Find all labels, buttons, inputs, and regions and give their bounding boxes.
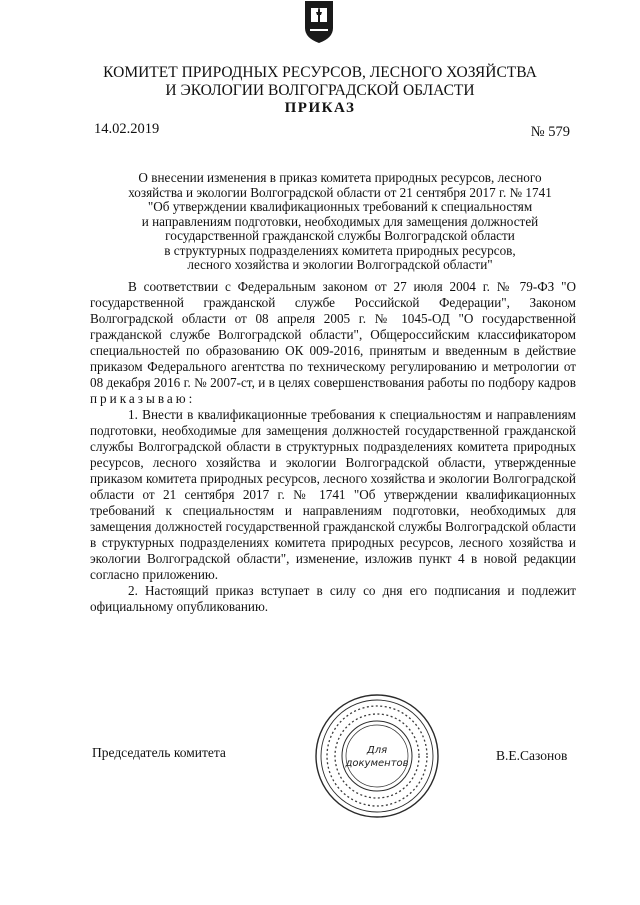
signer-name: В.Е.Сазонов bbox=[496, 748, 568, 763]
stamp-text-line2: документов bbox=[345, 758, 409, 769]
subject-line: О внесении изменения в приказ комитета природных ресурсов, лесного bbox=[138, 170, 542, 185]
signer-position: Председатель комитета bbox=[92, 745, 226, 760]
coat-of-arms-emblem bbox=[304, 0, 334, 44]
item-2-paragraph: 2. Настоящий приказ вступает в силу со дня его подписания и подлежит официальному опубликованию. bbox=[90, 583, 576, 614]
order-date: 14.02.2019 bbox=[94, 121, 160, 137]
document-title: ПРИКАЗ bbox=[284, 100, 356, 116]
preamble-text: В соответствии с Федеральным законом от 27 июля 2004 г. № 79-ФЗ "О государственной гражданской службе Российской Федерации", Законом Волгоградской области от 08 апреля 2005 г. № 1045-ОД "О государственной гражданской службе Волгоградской области", Общероссийским классификатором специальностей по образованию ОК 009-2016, принятым и введенным в действие приказом Федерального агентства по техническому регулированию и метрологии от 08 декабря 2016 г. № 2007-ст, и в целях совершенствования работы по подбору кадров bbox=[90, 279, 576, 390]
committee-name-line1: КОМИТЕТ ПРИРОДНЫХ РЕСУРСОВ, ЛЕСНОГО ХОЗЯЙСТВА bbox=[103, 64, 537, 81]
order-subject bbox=[100, 171, 580, 273]
official-seal-stamp bbox=[314, 693, 440, 819]
subject-line: государственной гражданской службы Волгоградской области bbox=[165, 228, 515, 243]
order-body bbox=[90, 279, 576, 615]
stamp-text-line1: Для bbox=[366, 745, 388, 756]
committee-name-line2: И ЭКОЛОГИИ ВОЛГОГРАДСКОЙ ОБЛАСТИ bbox=[165, 82, 475, 99]
subject-line: хозяйства и экологии Волгоградской области от 21 сентября 2017 г. № 1741 bbox=[128, 184, 552, 200]
order-word: приказываю: bbox=[90, 391, 196, 406]
subject-line: лесного хозяйства и экологии Волгоградской области" bbox=[187, 257, 493, 272]
subject-line: в структурных подразделениях комитета природных ресурсов, bbox=[164, 242, 516, 258]
subject-line: и направлениям подготовки, необходимых для замещения должностей bbox=[141, 213, 539, 229]
subject-line: "Об утверждении квалификационных требований к специальностям bbox=[147, 199, 533, 214]
order-number: № 579 bbox=[530, 124, 570, 140]
item-1-paragraph: 1. Внести в квалификационные требования к специальностям и направлениям подготовки, необходимые для замещения должностей государственной гражданской службы Волгоградской области в структурных подразделениях комитета природных ресурсов, лесного хозяйства и экологии Волгоградской области, утвержденные приказом комитета природных ресурсов, лесного хозяйства и экологии Волгоградской области от 21 сентября 2017 г. № 1741 "Об утверждении квалификационных требований к специальностям и направлениям подготовки, необходимых для замещения должностей государственной гражданской службы Волгоградской области в структурных подразделениях комитета природных ресурсов, лесного хозяйства и экологии Волгоградской области", изменение, изложив пункт 4 в новой редакции согласно приложению. bbox=[90, 407, 576, 582]
preamble-paragraph bbox=[90, 279, 576, 407]
